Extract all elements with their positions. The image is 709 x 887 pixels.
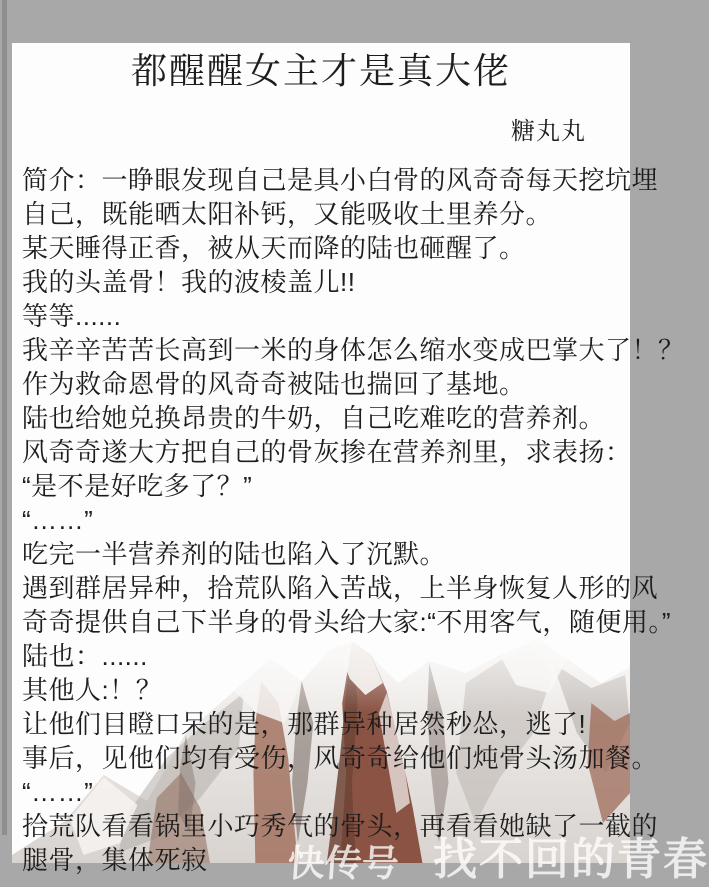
synopsis-line: 作为救命恩骨的风奇奇被陆也揣回了基地。 — [22, 369, 526, 399]
synopsis-line: 简介：一睁眼发现自己是具小白骨的风奇奇每天挖坑埋 — [22, 165, 659, 195]
synopsis-line: 其他人:！？ — [22, 675, 163, 705]
synopsis-line: “……” — [22, 505, 94, 535]
watermark-user: 找不回的青春 — [433, 835, 709, 884]
synopsis-line: 拾荒队看看锅里小巧秀气的骨头，再看看她缺了一截的 — [22, 811, 659, 841]
synopsis-line: 我的头盖骨！我的波棱盖儿!! — [22, 267, 356, 297]
synopsis-line: 腿骨，集体死寂 — [22, 845, 208, 875]
synopsis-line: 遇到群居异种，拾荒队陷入苦战，上半身恢复人形的风 — [22, 573, 659, 603]
synopsis-lines — [22, 163, 685, 877]
novel-title: 都醒醒女主才是真大佬 — [130, 50, 511, 91]
synopsis-line: 我辛辛苦苦长高到一米的身体怎么缩水变成巴掌大了！？ — [22, 335, 685, 365]
synopsis-line: “是不是好吃多了？” — [22, 471, 253, 501]
synopsis-line: 陆也：...... — [22, 641, 148, 671]
synopsis-line: 吃完一半营养剂的陆也陷入了沉默。 — [22, 539, 447, 569]
synopsis-line: “……” — [22, 777, 94, 807]
synopsis-line: 自己，既能晒太阳补钙，又能吸收土里养分。 — [22, 199, 553, 229]
synopsis-line: 事后，见他们均有受伤，风奇奇给他们炖骨头汤加餐。 — [22, 743, 659, 773]
card-content — [12, 43, 685, 877]
synopsis-line: 风奇奇遂大方把自己的骨灰掺在营养剂里，求表扬： — [22, 437, 632, 467]
synopsis-line: 奇奇提供自己下半身的骨头给大家:“不用客气，随便用。” — [22, 607, 672, 637]
watermark-brand: 快传号 — [286, 843, 401, 884]
synopsis-line: 等等...... — [22, 301, 122, 331]
synopsis-line: 让他们目瞪口呆的是，那群异种居然秒怂，逃了! — [22, 709, 587, 739]
synopsis-line: 陆也给她兑换昂贵的牛奶，自己吃难吃的营养剂。 — [22, 403, 606, 433]
synopsis-line: 某天睡得正香，被从天而降的陆也砸醒了。 — [22, 233, 526, 263]
author-name: 糖丸丸 — [511, 118, 586, 145]
novel-card — [12, 43, 709, 884]
